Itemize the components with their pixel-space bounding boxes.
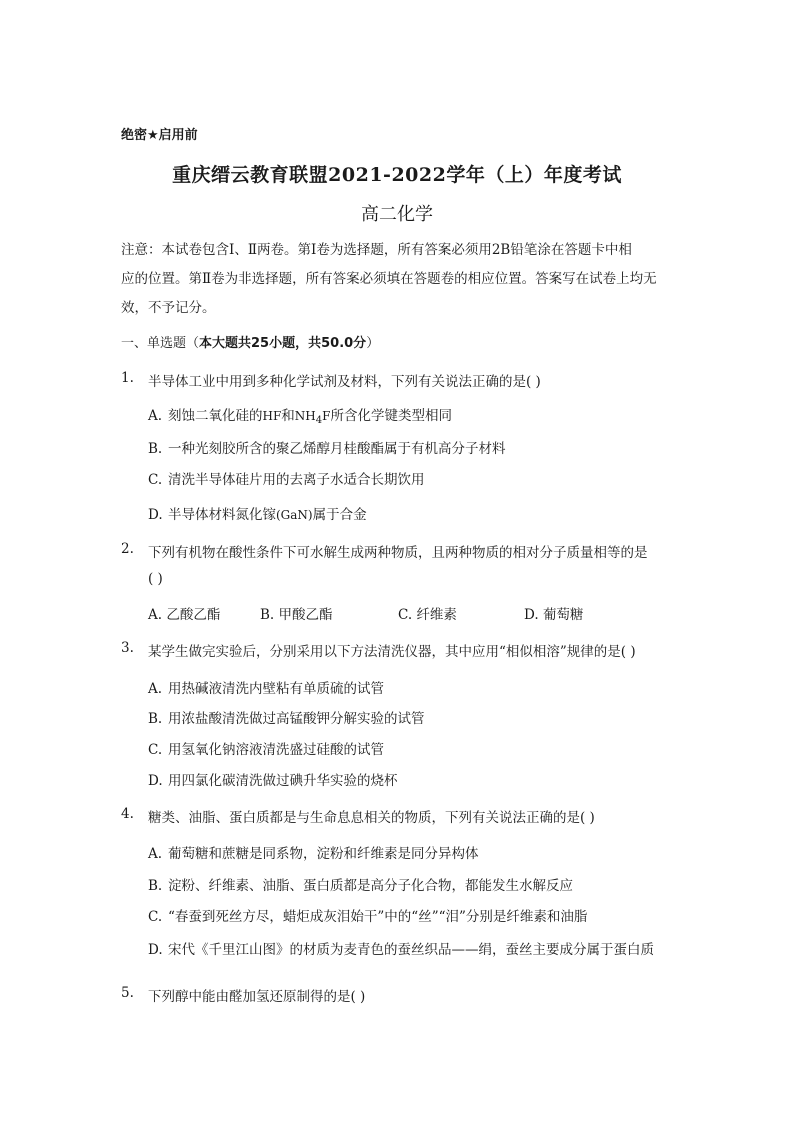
- option-c: C. 用氢氧化钠溶液清洗盛过硅酸的试管: [148, 742, 384, 758]
- question-stem: 下列有机物在酸性条件下可水解生成两种物质，且两种物质的相对分子质量相等的是: [148, 545, 648, 561]
- option-d: D. 用四氯化碳清洗做过碘升华实验的烧杯: [148, 773, 398, 789]
- notice-paragraph: [121, 236, 681, 323]
- question-stem: 下列醇中能由醛加氢还原制得的是( ): [148, 989, 366, 1005]
- option-c: C. 纤维素: [398, 607, 457, 623]
- option-a: A. 刻蚀二氧化硅的HF和$NH_4F$所含化学键类型相同: [148, 408, 452, 426]
- option-b: B. 一种光刻胶所含的聚乙烯醇月桂酸酯属于有机高分子材料: [148, 441, 506, 457]
- option-d: D. 宋代《千里江山图》的材质为麦青色的蚕丝织品——绢，蚕丝主要成分属于蛋白质: [148, 942, 654, 958]
- option-a: A. 葡萄糖和蔗糖是同系物，淀粉和纤维素是同分异构体: [148, 846, 479, 862]
- page-title: 重庆缙云教育联盟2021-2022学年（上）年度考试: [172, 164, 622, 186]
- notice-line: 注意：本试卷包含Ⅰ、Ⅱ两卷。第Ⅰ卷为选择题，所有答案必须用2B铅笔涂在答题卡中相: [121, 242, 632, 258]
- question-number: 3.: [121, 640, 134, 656]
- section-heading: 一、单选题（本大题共25小题，共50.0分）: [121, 336, 380, 351]
- notice-line: 应的位置。第Ⅱ卷为非选择题，所有答案必须填在答题卷的相应位置。答案写在试卷上均无: [121, 271, 657, 287]
- question-stem: 半导体工业中用到多种化学试剂及材料，下列有关说法正确的是( ): [148, 374, 541, 390]
- question-number: 4.: [121, 806, 134, 822]
- section-heading-bold: 本大题共25小题，共50.0分: [199, 336, 367, 351]
- page-subtitle: 高二化学: [361, 204, 433, 225]
- secret-label: 绝密★启用前: [121, 128, 198, 143]
- option-b: B. 甲酸乙酯: [260, 607, 333, 623]
- option-c: C. “春蚕到死丝方尽，蜡炬成灰泪始干”中的“丝”“泪”分别是纤维素和油脂: [148, 909, 588, 925]
- question-number: 5.: [121, 985, 134, 1001]
- option-a: A. 用热碱液清洗内壁粘有单质硫的试管: [148, 681, 384, 697]
- option-c: C. 清洗半导体硅片用的去离子水适合长期饮用: [148, 472, 425, 488]
- question-number: 2.: [121, 541, 134, 557]
- option-b: B. 淀粉、纤维素、油脂、蛋白质都是高分子化合物，都能发生水解反应: [148, 878, 573, 894]
- question-stem-continued: ( ): [148, 571, 163, 587]
- question-stem: 某学生做完实验后，分别采用以下方法清洗仪器，其中应用“相似相溶”规律的是( ): [148, 644, 636, 660]
- option-a: A. 乙酸乙酯: [148, 607, 221, 623]
- question-number: 1.: [121, 370, 134, 386]
- option-d: D. 半导体材料氮化镓(GaN)属于合金: [148, 507, 367, 523]
- option-b: B. 用浓盐酸清洗做过高锰酸钾分解实验的试管: [148, 711, 425, 727]
- notice-line: 效，不予记分。: [121, 300, 216, 316]
- option-d: D. 葡萄糖: [524, 607, 584, 623]
- question-stem: 糖类、油脂、蛋白质都是与生命息息相关的物质，下列有关说法正确的是( ): [148, 810, 595, 826]
